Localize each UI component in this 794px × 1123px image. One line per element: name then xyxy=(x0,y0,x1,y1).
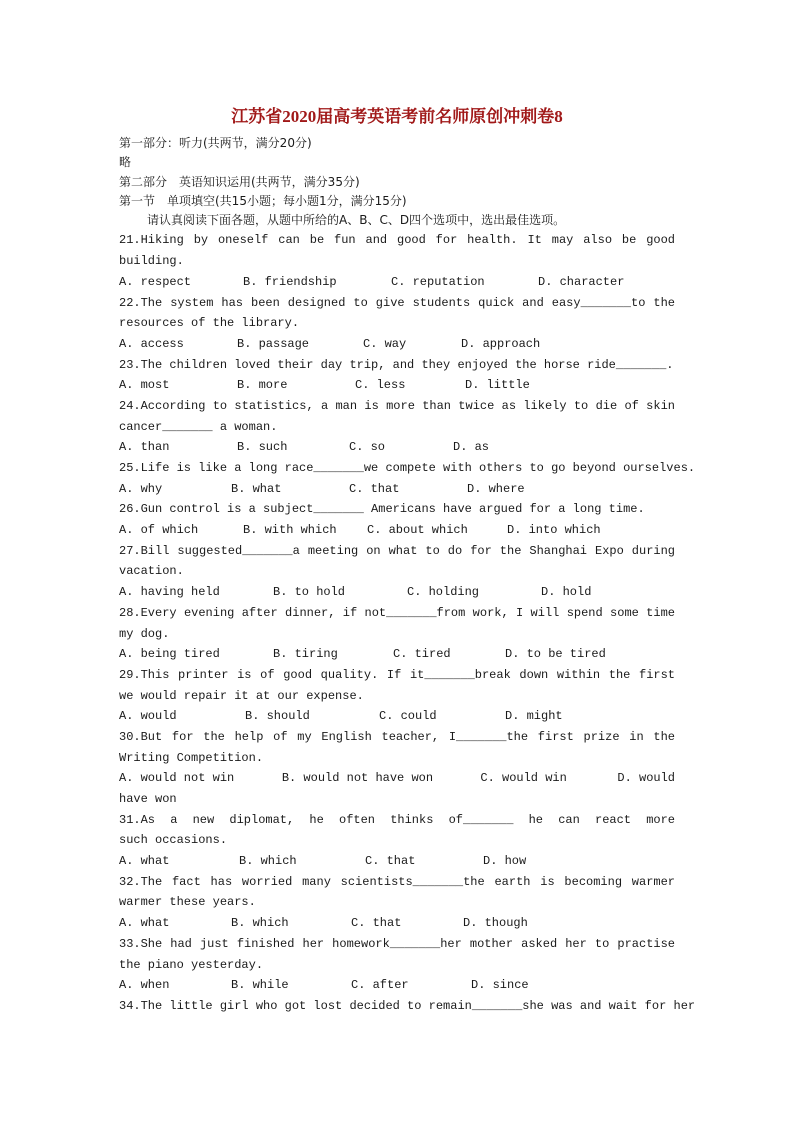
question-stem-continued: my dog. xyxy=(119,626,170,641)
answer-option[interactable]: B. while xyxy=(231,978,289,993)
question-stem: 28.Every evening after dinner, if not_______from work, I will spend some time xyxy=(119,605,675,620)
answer-option[interactable]: C. about which xyxy=(367,523,468,538)
answer-option[interactable]: B. to hold xyxy=(273,585,346,600)
answer-option[interactable]: C. less xyxy=(355,378,406,393)
answer-option[interactable]: D. though xyxy=(463,916,528,931)
document-title: 江苏省2020届高考英语考前名师原创冲刺卷8 xyxy=(231,107,563,126)
answer-option[interactable]: C. that xyxy=(351,916,402,931)
question-stem-continued: resources of the library. xyxy=(119,316,300,331)
question-item xyxy=(119,541,675,603)
answer-option[interactable]: C. way xyxy=(363,336,407,351)
answer-option[interactable]: A. access xyxy=(119,336,184,351)
question-stem: 34.The little girl who got lost decided to remain_______she was and wait for her xyxy=(119,998,696,1013)
answer-option[interactable]: D. into which xyxy=(507,523,601,538)
answer-option[interactable]: A. than xyxy=(119,440,170,455)
question-item xyxy=(119,934,675,996)
answer-option[interactable]: A. being tired xyxy=(119,647,220,662)
document-page xyxy=(119,104,696,1017)
answer-option[interactable]: C. that xyxy=(365,854,416,869)
answer-option[interactable]: C. tired xyxy=(393,647,451,662)
part1-heading: 第一部分：听力(共两节，满分20分) xyxy=(119,136,312,150)
answer-option[interactable]: D. hold xyxy=(541,585,592,600)
question-stem: 33.She had just finished her homework_______her mother asked her to practise xyxy=(119,936,675,951)
answer-option[interactable]: B. with which xyxy=(243,523,337,538)
answer-option[interactable]: B. such xyxy=(237,440,288,455)
question-stem-continued: vacation. xyxy=(119,564,184,579)
answer-options xyxy=(119,582,675,603)
answer-option[interactable]: C. after xyxy=(351,978,409,993)
question-stem-continued: warmer these years. xyxy=(119,895,256,910)
answer-option[interactable]: D. would xyxy=(617,771,675,786)
question-stem: 22.The system has been designed to give students quick and easy_______to the xyxy=(119,295,675,310)
answer-option[interactable]: A. why xyxy=(119,481,163,496)
question-item xyxy=(119,458,696,499)
question-item xyxy=(119,603,675,665)
answer-options xyxy=(119,272,675,293)
question-stem-continued: such occasions. xyxy=(119,833,228,848)
answer-options xyxy=(119,768,675,789)
answer-option[interactable]: A. of which xyxy=(119,523,199,538)
answer-option[interactable]: A. what xyxy=(119,854,170,869)
question-list xyxy=(119,230,696,1016)
answer-option[interactable]: A. having held xyxy=(119,585,220,600)
question-item xyxy=(119,293,675,355)
answer-options xyxy=(119,520,675,541)
answer-option[interactable]: A. when xyxy=(119,978,170,993)
answer-option[interactable]: C. holding xyxy=(407,585,480,600)
answer-option[interactable]: B. more xyxy=(237,378,288,393)
question-item xyxy=(119,230,675,292)
answer-option[interactable]: D. where xyxy=(467,481,525,496)
question-stem: 26.Gun control is a subject_______ Americans have argued for a long time. xyxy=(119,502,645,517)
question-stem: 31.As a new diplomat, he often thinks of_______ he can react more xyxy=(119,812,675,827)
answer-option[interactable]: B. passage xyxy=(237,336,310,351)
instruction-text: 请认真阅读下面各题，从题中所给的A、B、C、D四个选项中，选出最佳选项。 xyxy=(147,213,566,228)
answer-option[interactable]: B. which xyxy=(239,854,297,869)
answer-option[interactable]: A. what xyxy=(119,916,170,931)
answer-option[interactable]: B. which xyxy=(231,916,289,931)
answer-option[interactable]: D. to be tired xyxy=(505,647,606,662)
answer-options xyxy=(119,913,675,934)
question-stem: 27.Bill suggested_______a meeting on what to do for the Shanghai Expo during xyxy=(119,543,675,558)
answer-option[interactable]: B. tiring xyxy=(273,647,338,662)
question-stem-continued: we would repair it at our expense. xyxy=(119,688,364,703)
answer-options xyxy=(119,479,675,500)
answer-option[interactable]: A. would xyxy=(119,709,177,724)
answer-option[interactable]: B. what xyxy=(231,481,282,496)
answer-option[interactable]: D. how xyxy=(483,854,527,869)
answer-option[interactable]: C. could xyxy=(379,709,437,724)
question-item xyxy=(119,499,675,540)
answer-option[interactable]: D. little xyxy=(465,378,530,393)
question-stem: 21.Hiking by oneself can be fun and good for health. It may also be good xyxy=(119,233,675,248)
answer-options xyxy=(119,975,675,996)
answer-options xyxy=(119,706,675,727)
answer-option[interactable]: B. friendship xyxy=(243,274,337,289)
answer-option[interactable]: A. most xyxy=(119,378,170,393)
answer-option[interactable]: D. character xyxy=(538,274,625,289)
answer-options xyxy=(119,334,675,355)
answer-option[interactable]: C. that xyxy=(349,481,400,496)
question-stem: 24.According to statistics, a man is more than twice as likely to die of skin xyxy=(119,398,675,413)
question-item xyxy=(119,355,675,396)
question-stem: 29.This printer is of good quality. If it_______break down within the first xyxy=(119,667,675,682)
question-stem: 23.The children loved their day trip, and they enjoyed the horse ride_______. xyxy=(119,357,674,372)
answer-option[interactable]: D. as xyxy=(453,440,490,455)
answer-option[interactable]: C. so xyxy=(349,440,386,455)
part2-heading: 第二部分 英语知识运用(共两节，满分35分) xyxy=(119,174,360,189)
answer-option[interactable]: C. would win xyxy=(480,771,567,786)
question-item xyxy=(119,996,696,1017)
answer-option[interactable]: B. should xyxy=(245,709,310,724)
answer-option[interactable]: D. since xyxy=(471,978,529,993)
answer-options xyxy=(119,375,675,396)
question-item xyxy=(119,665,675,727)
answer-options xyxy=(119,851,675,872)
question-item xyxy=(119,727,675,810)
question-stem-continued: Writing Competition. xyxy=(119,750,264,765)
answer-option[interactable]: D. approach xyxy=(461,336,541,351)
question-stem: 25.Life is like a long race_______we compete with others to go beyond ourselves. xyxy=(119,461,696,476)
answer-option[interactable]: A. respect xyxy=(119,274,192,289)
section1-heading: 第一节 单项填空(共15小题；每小题1分，满分15分) xyxy=(119,193,407,208)
question-stem: 32.The fact has worried many scientists_______the earth is becoming warmer xyxy=(119,874,675,889)
question-item xyxy=(119,872,675,934)
answer-option[interactable]: C. reputation xyxy=(391,274,485,289)
question-stem-continued: cancer_______ a woman. xyxy=(119,419,278,434)
question-item xyxy=(119,810,675,872)
question-stem-continued: building. xyxy=(119,254,184,269)
answer-option[interactable]: B. would not have won xyxy=(281,771,434,786)
part1-note: 略 xyxy=(119,155,132,170)
answer-options xyxy=(119,644,675,665)
question-stem-continued: the piano yesterday. xyxy=(119,957,264,972)
question-stem: 30.But for the help of my English teacher, I_______the first prize in the xyxy=(119,729,675,744)
answer-options xyxy=(119,437,675,458)
answer-option[interactable]: D. might xyxy=(505,709,563,724)
answer-option-continued: have won xyxy=(119,792,177,807)
answer-option[interactable]: A. would not win xyxy=(119,771,235,786)
question-item xyxy=(119,396,675,458)
